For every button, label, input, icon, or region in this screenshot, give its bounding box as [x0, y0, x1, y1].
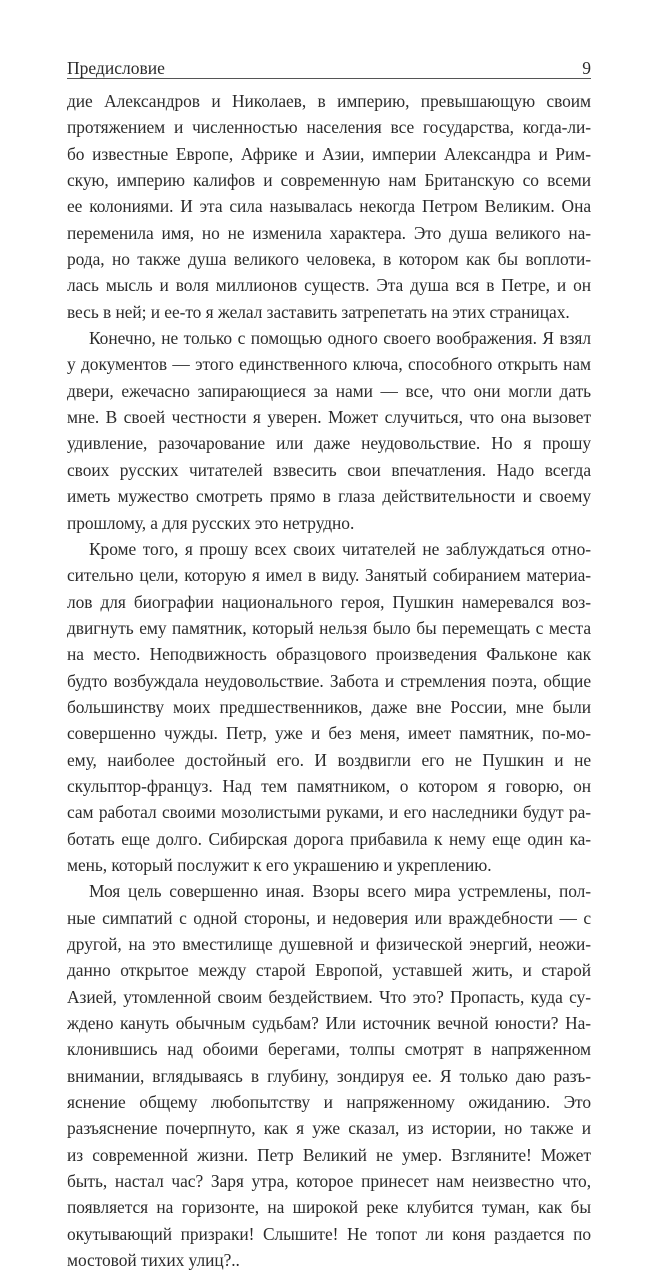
text-line: Конечно, не только с помощью одного своего воображения. Я взял: [89, 328, 591, 349]
text-line: лась мысль и воля миллионов существ. Эта душа вся в Петре, и он: [67, 275, 591, 296]
text-line: двери, ежечасно запирающиеся за нами — все, что они могли дать: [67, 380, 591, 401]
text-line: будто возбуждала неудовольствие. Забота и стремления поэта, общие: [67, 670, 591, 691]
text-line: иметь мужество смотреть прямо в глаза действительности и своему: [67, 486, 591, 507]
text-line: лов для биографии национального героя, Пушкин намеревался воз-: [67, 591, 591, 612]
text-line: своих русских читателей взвесить свои впечатления. Надо всегда: [67, 459, 591, 480]
text-line: мне. В своей честности я уверен. Может случиться, что она вызовет: [67, 407, 591, 428]
text-line: мень, который послужит к его украшению и укреплению.: [67, 854, 492, 875]
text-line: скую, империю калифов и современную нам Британскую со всеми: [67, 170, 591, 191]
text-line: бо известные Европе, Африке и Азии, империи Александра и Рим-: [67, 143, 591, 164]
text-line: из современной жизни. Петр Великий не умер. Взгляните! Может: [67, 1144, 591, 1165]
text-line: мостовой тихих улиц?..: [67, 1250, 240, 1271]
text-line: быть, настал час? Заря утра, которое принесет нам неизвестно что,: [67, 1171, 591, 1192]
text-line: большинству моих предшественников, даже вне России, мне были: [67, 696, 591, 717]
text-line: рода, но также душа великого человека, в котором как бы воплоти-: [67, 249, 591, 270]
text-line: ее колониями. И эта сила называлась некогда Петром Великим. Она: [67, 196, 591, 217]
text-line: ботать еще долго. Сибирская дорога прибавила к нему еще один ка-: [67, 828, 591, 849]
body-text: [67, 88, 591, 1273]
text-line: клонившись над обоими берегами, толпы смотрят в напряженном: [67, 1039, 591, 1060]
text-line: появляется на горизонте, на широкой реке клубится туман, как бы: [67, 1197, 591, 1218]
page-number: 9: [582, 58, 591, 78]
text-line: протяжением и численностью населения все государства, когда-ли-: [67, 117, 591, 138]
text-line: двигнуть ему памятник, который нельзя было бы перемещать с места: [67, 617, 591, 638]
text-line: Моя цель совершенно иная. Взоры всего мира устремлены, пол-: [89, 881, 591, 902]
text-line: ему, наиболее достойный его. И воздвигли его не Пушкин и не: [67, 749, 591, 770]
text-line: ждено кануть обычным судьбам? Или источник вечной юности? На-: [67, 1013, 591, 1034]
text-line: яснение общему любопытству и напряженному ожиданию. Это: [67, 1092, 591, 1113]
text-line: скульптор-француз. Над тем памятником, о котором я говорю, он: [67, 775, 591, 796]
text-line: другой, на это вместилище душевной и физической энергий, неожи-: [67, 934, 591, 954]
text-line: на место. Неподвижность образцового произведения Фальконе как: [67, 644, 591, 665]
text-line: прошлому, а для русских это нетрудно.: [67, 512, 355, 533]
text-line: данно открытое между старой Европой, уставшей жить, и старой: [67, 960, 591, 981]
text-line: у документов — этого единственного ключа, способного открыть нам: [67, 354, 591, 375]
text-line: Кроме того, я прошу всех своих читателей не заблуждаться отно-: [89, 538, 591, 559]
text-line: разъяснение почерпнуто, как я уже сказал, из истории, но также и: [67, 1118, 591, 1139]
text-line: удивление, разочарование или даже неудовольствие. Но я прошу: [67, 433, 591, 454]
text-line: ные симпатий с одной стороны, и недоверия или враждебности — с: [67, 907, 591, 928]
text-line: окутывающий призраки! Слышите! Не топот ли коня раздается по: [67, 1223, 591, 1244]
running-header: [67, 58, 591, 79]
text-line: сительно цели, которую я имел в виду. Занятый собиранием материа-: [67, 565, 591, 586]
text-line: весь в ней; и ее-то я желал заставить затрепетать на этих страницах.: [67, 301, 570, 322]
text-line: дие Александров и Николаев, в империю, превышающую своим: [67, 91, 591, 111]
text-line: сам работал своими мозолистыми руками, и его наследники будут ра-: [67, 802, 591, 823]
chapter-title: Предисловие: [67, 58, 165, 78]
text-line: совершенно чужды. Петр, уже и без меня, имеет памятник, по-мо-: [67, 723, 591, 744]
text-line: переменила имя, но не изменила характера. Это душа великого на-: [67, 222, 591, 243]
text-line: Азией, утомленной своим бездействием. Что это? Пропасть, куда су-: [67, 986, 591, 1007]
text-line: внимании, вглядываясь в глубину, зондируя ее. Я только даю разъ-: [67, 1065, 591, 1086]
